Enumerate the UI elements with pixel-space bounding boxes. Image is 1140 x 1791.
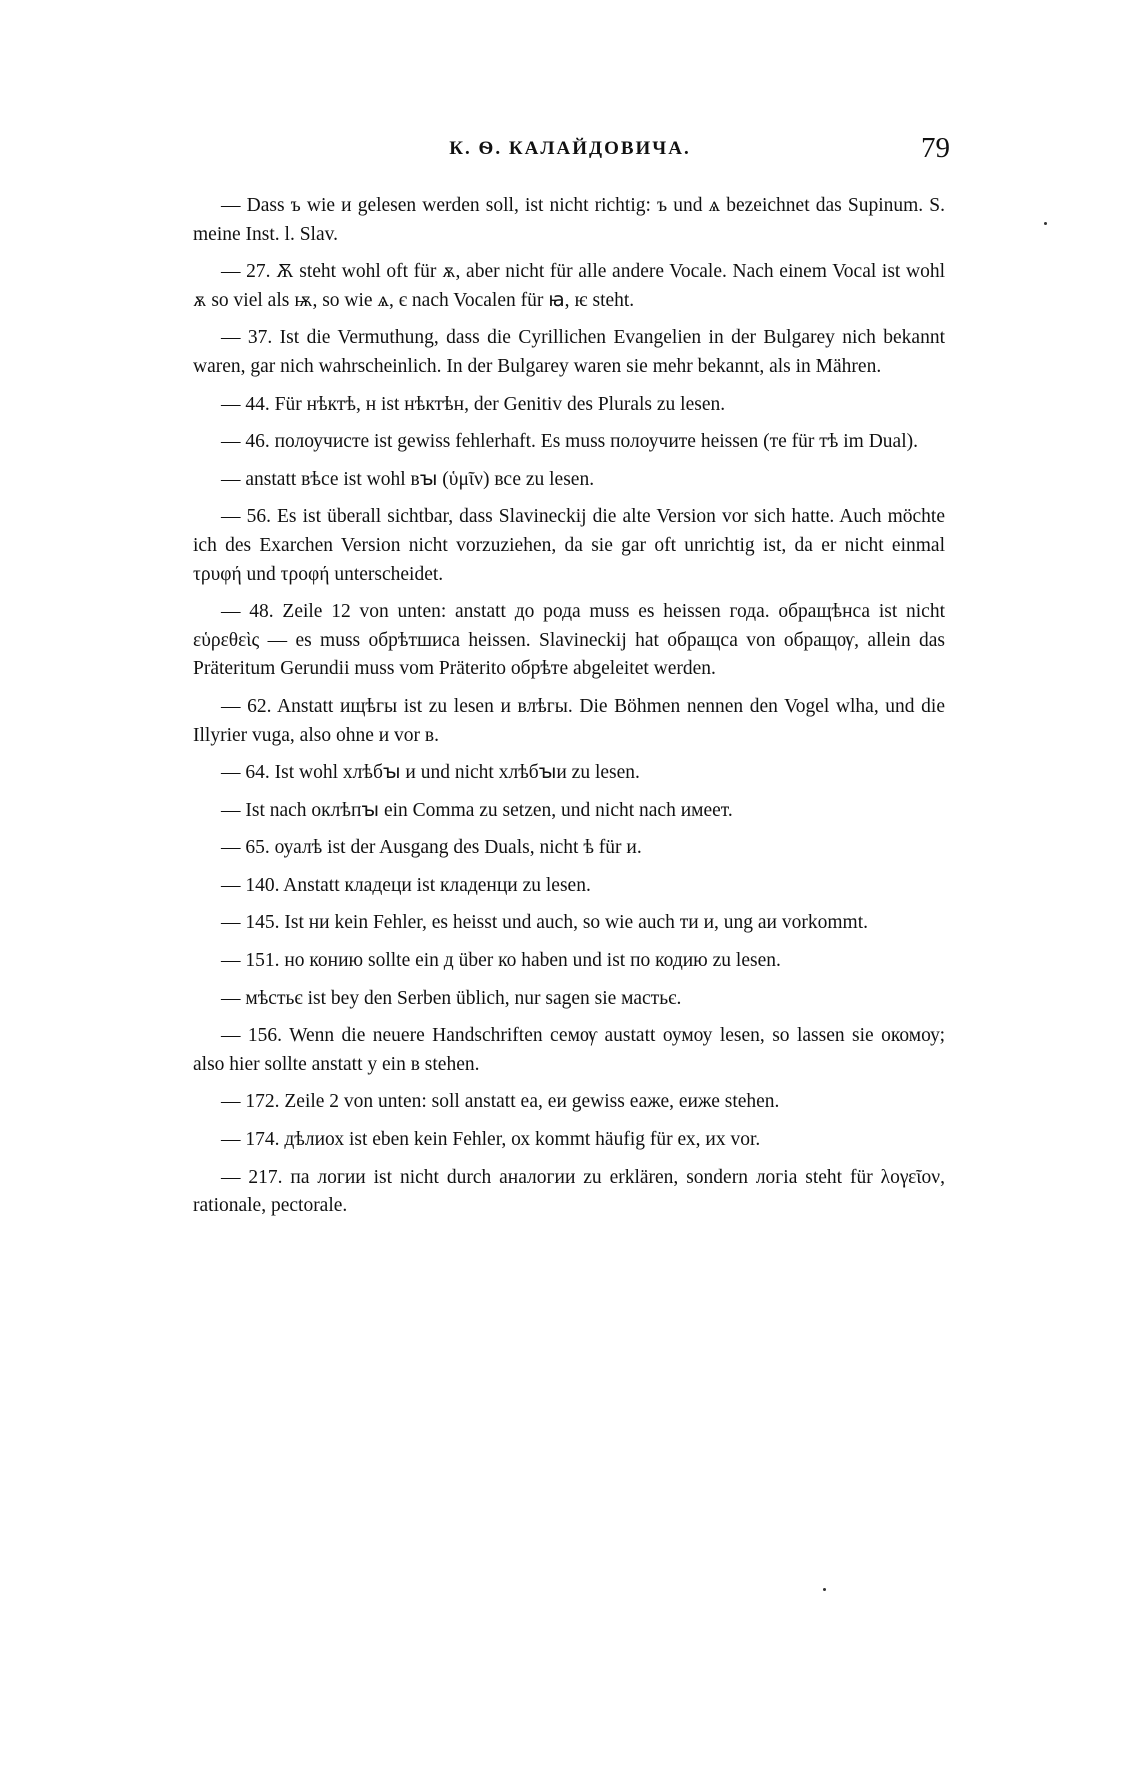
scan-speck (823, 1588, 826, 1591)
running-head: К. Ѳ. КАЛАЙДОВИЧА. (449, 138, 691, 159)
paragraph: — мѣстьє ist bey den Serben üblich, nur sagen sie мастьє. (221, 987, 682, 1009)
paragraph: — 172. Zeile 2 von unten: soll anstatt еа, еи gewiss еаже, еиже stehen. (221, 1091, 780, 1113)
paragraph: — 64. Ist wohl хлѣбꙑ и und nicht хлѣбꙑи zu lesen. (221, 762, 640, 784)
paragraph: — 44. Für нѣктѣ, н ist нѣктѣн, der Genitiv des Plurals zu lesen. (221, 393, 726, 415)
paragraph: — 140. Anstatt кладеци ist кладенци zu lesen. (221, 874, 591, 896)
paragraph: — 151. но конию sollte ein д über ко haben und ist по кодию zu lesen. (221, 950, 781, 972)
paragraph: — 145. Ist ни kein Fehler, es heisst und auch, so wie auch ти и, ung аи vorkommt. (221, 912, 868, 934)
paragraph: — 56. Es ist überall sichtbar, dass Slavineckij die alte Version vor sich hatte. Auch möchte ich des Exarchen Version nicht vorzuziehen, da sie gar oft unrichtig ist, da er nicht einmal τρυφή und τροφή unterscheidet. (193, 506, 945, 585)
paragraph: — 217. па логии ist nicht durch аналогии zu erklären, sondern логіа steht für λογεῖον, rationale, pectorale. (193, 1166, 945, 1217)
page-header (190, 132, 950, 172)
paragraph: — 37. Ist die Vermuthung, dass die Cyrillichen Evangelien in der Bulgarey nich bekannt waren, gar nich wahrscheinlich. In der Bulgarey waren sie mehr bekannt, als in Mähren. (193, 327, 945, 377)
paragraph: — Dass ъ wie и gelesen werden soll, ist nicht richtig: ъ und ѧ bezeichnet das Supinum. S. meine Inst. l. Slav. (193, 195, 945, 245)
paragraph: — 174. дѣлиох ist eben kein Fehler, ох kommt häufig für ех, их vor. (221, 1129, 761, 1151)
paragraph: — anstatt вѣсе ist wohl вꙑ (ὑμῖν) все zu lesen. (221, 468, 595, 490)
paragraph: — 46. полоучисте ist gewiss fehlerhaft. Es muss полоучите heissen (те für тѣ im Dual). (221, 431, 918, 453)
page-number: 79 (921, 132, 950, 164)
scan-speck (1044, 222, 1047, 225)
paragraph: — 48. Zeile 12 von unten: anstatt до рода muss es heissen года. обращѣнса ist nicht εὑρεθεὶς — es muss обрѣтшиса heissen. Slavineckij hat обращса von обращѹ, allein das Präteritum Gerundii muss vom Präterito обрѣте abgeleitet werden. (193, 601, 945, 680)
paragraph: — 65. оуалѣ ist der Ausgang des Duals, nicht ѣ für и. (221, 837, 642, 859)
paragraph: — 156. Wenn die neuere Handschriften семѹ austatt оумоу lesen, so lassen sie окомоу; also hier sollte anstatt у ein в stehen. (193, 1025, 945, 1075)
body-text (193, 192, 945, 1230)
paragraph: — 62. Anstatt ищѣгы ist zu lesen и влѣгы. Die Böhmen nennen den Vogel wlha, und die Illyrier vuga, also ohne и vor в. (193, 695, 945, 746)
paragraph: — Ist nach оклѣпꙑ ein Comma zu setzen, und nicht nach имеет. (221, 799, 733, 821)
paragraph: — 27. Ѫ steht wohl oft für ѫ, aber nicht für alle andere Vocale. Nach einem Vocal ist wohl ѫ so viel als ѭ, so wie ѧ, є nach Vocalen für ꙗ, ѥ steht. (193, 261, 945, 311)
